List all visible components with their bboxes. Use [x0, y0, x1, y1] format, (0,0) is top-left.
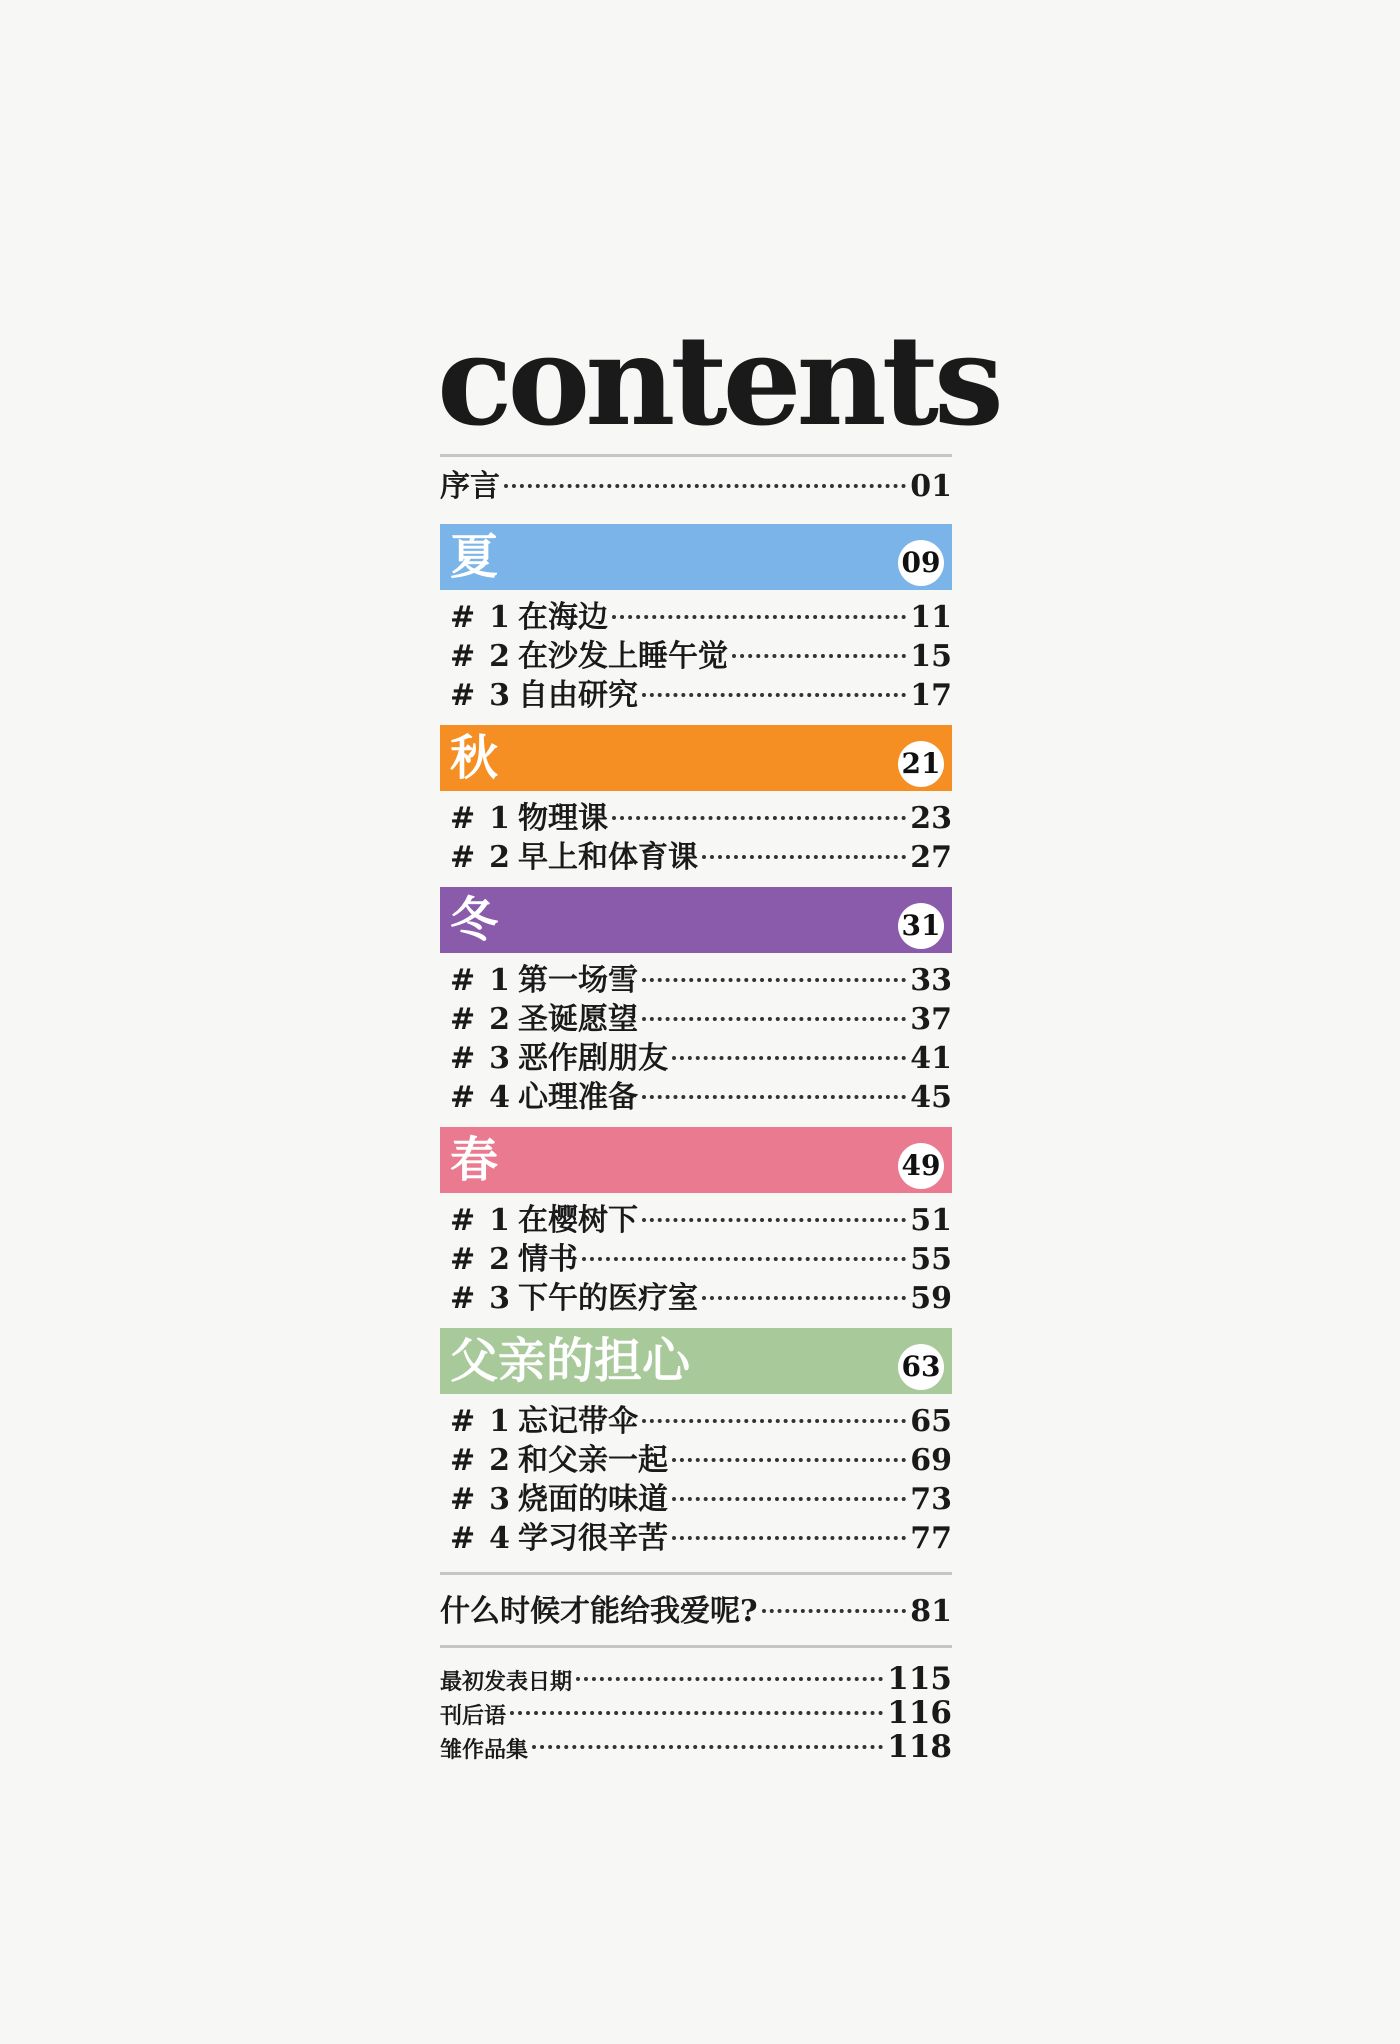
dot-leader [642, 693, 906, 697]
dot-leader [582, 1257, 906, 1261]
chapter-title: 恶作剧朋友 [518, 1041, 669, 1076]
chapter-entry[interactable] [440, 598, 952, 637]
chapter-page: 41 [910, 1041, 952, 1076]
chapter-page: 59 [910, 1281, 952, 1316]
chapter-title: 下午的医疗室 [518, 1281, 699, 1316]
chapter-page: 77 [910, 1521, 952, 1556]
hash-mark: # [450, 678, 476, 713]
hash-mark: # [450, 1080, 476, 1115]
chapter-number: 4 [489, 1521, 511, 1556]
chapter-label [489, 1480, 668, 1519]
chapter-number: 4 [489, 1080, 511, 1115]
chapter-entry[interactable] [440, 1201, 952, 1240]
chapter-title: 第一场雪 [518, 963, 639, 998]
hash-mark: # [450, 1242, 476, 1277]
chapter-title: 早上和体育课 [518, 840, 699, 875]
section-page-badge: 49 [898, 1143, 944, 1189]
chapter-label [489, 1519, 668, 1558]
appendix-label: 最初发表日期 [440, 1669, 573, 1695]
preface-entry[interactable] [440, 467, 952, 506]
dot-leader [576, 1677, 883, 1681]
section-title: 夏 [450, 529, 499, 585]
preface-label: 序言 [440, 469, 500, 504]
dot-leader [612, 816, 906, 820]
chapter-number: 1 [489, 1404, 511, 1439]
hash-mark: # [450, 1281, 476, 1316]
chapter-entry[interactable] [440, 838, 952, 877]
hash-mark: # [450, 639, 476, 674]
chapter-title: 忘记带伞 [518, 1404, 639, 1439]
chapter-title: 在樱树下 [518, 1203, 639, 1238]
section-page-badge: 21 [898, 741, 944, 787]
chapter-label [489, 676, 638, 715]
chapter-page: 69 [910, 1443, 952, 1478]
chapter-page: 73 [910, 1482, 952, 1517]
dot-leader [532, 1745, 883, 1749]
special-page: 81 [910, 1594, 952, 1629]
chapter-number: 2 [489, 1002, 511, 1037]
chapter-entry[interactable] [440, 1078, 952, 1117]
section-title: 秋 [450, 730, 499, 786]
dot-leader [612, 615, 906, 619]
chapter-entry[interactable] [440, 1402, 952, 1441]
special-label: 什么时候才能给我爱呢? [440, 1594, 758, 1629]
chapter-label [489, 1000, 638, 1039]
dot-leader [702, 855, 906, 859]
title-divider [440, 454, 952, 457]
chapter-entry[interactable] [440, 1279, 952, 1318]
table-of-contents [437, 309, 999, 1765]
chapter-label [489, 799, 608, 838]
appendix-entry[interactable] [440, 1696, 952, 1730]
appendix-page: 118 [887, 1729, 952, 1765]
chapter-title: 烧面的味道 [518, 1482, 669, 1517]
hash-mark: # [450, 840, 476, 875]
special-divider-bottom [440, 1645, 952, 1648]
chapter-number: 2 [489, 1242, 511, 1277]
chapter-entry[interactable] [440, 961, 952, 1000]
chapter-label [489, 637, 728, 676]
chapter-title: 和父亲一起 [518, 1443, 669, 1478]
chapter-page: 51 [910, 1203, 952, 1238]
chapter-label [489, 1240, 578, 1279]
hash-mark: # [450, 1482, 476, 1517]
appendix-page: 115 [887, 1661, 952, 1697]
chapter-page: 23 [910, 801, 952, 836]
special-divider-top [440, 1572, 952, 1575]
special-story [440, 1572, 952, 1648]
chapter-title: 自由研究 [518, 678, 639, 713]
chapter-number: 1 [489, 1203, 511, 1238]
hash-mark: # [450, 801, 476, 836]
chapter-label [489, 598, 608, 637]
chapter-label [489, 1279, 698, 1318]
chapter-label [489, 1402, 638, 1441]
chapter-entry[interactable] [440, 1441, 952, 1480]
hash-mark: # [450, 1521, 476, 1556]
hash-mark: # [450, 600, 476, 635]
section-block [440, 725, 952, 877]
chapter-number: 3 [489, 678, 511, 713]
dot-leader [672, 1497, 906, 1501]
chapter-number: 2 [489, 1443, 511, 1478]
section-list [440, 524, 952, 1558]
section-block [440, 1127, 952, 1318]
chapter-page: 27 [910, 840, 952, 875]
chapter-label [489, 1201, 638, 1240]
chapter-title: 在海边 [518, 600, 609, 635]
chapter-page: 33 [910, 963, 952, 998]
chapter-number: 3 [489, 1281, 511, 1316]
appendix-list [440, 1662, 952, 1764]
section-block [440, 524, 952, 715]
dot-leader [732, 654, 906, 658]
chapter-label [489, 1078, 638, 1117]
contents-title: contents [437, 309, 999, 454]
chapter-number: 1 [489, 600, 511, 635]
chapter-entry[interactable] [440, 1240, 952, 1279]
hash-mark: # [450, 1404, 476, 1439]
chapter-label [489, 1039, 668, 1078]
hash-mark: # [450, 1002, 476, 1037]
chapter-entry[interactable] [440, 676, 952, 715]
chapter-title: 物理课 [518, 801, 609, 836]
chapter-title: 在沙发上睡午觉 [518, 639, 729, 674]
chapter-page: 17 [910, 678, 952, 713]
section-header-bar[interactable] [440, 524, 952, 590]
section-title: 父亲的担心 [450, 1333, 691, 1389]
chapter-title: 圣诞愿望 [518, 1002, 639, 1037]
chapter-label [489, 961, 638, 1000]
appendix-entry[interactable] [440, 1730, 952, 1764]
special-entry[interactable] [440, 1589, 952, 1635]
chapter-page: 65 [910, 1404, 952, 1439]
chapter-label [489, 838, 698, 877]
chapter-entry[interactable] [440, 1519, 952, 1558]
section-header-bar[interactable] [440, 1328, 952, 1394]
chapter-entry[interactable] [440, 1039, 952, 1078]
section-title: 春 [450, 1132, 499, 1188]
chapter-page: 11 [910, 600, 952, 635]
chapter-number: 2 [489, 840, 511, 875]
preface-page: 01 [910, 469, 952, 504]
chapter-number: 3 [489, 1041, 511, 1076]
dot-leader [510, 1711, 883, 1715]
section-header-bar[interactable] [440, 1127, 952, 1193]
hash-mark: # [450, 1443, 476, 1478]
chapter-title: 心理准备 [518, 1080, 639, 1115]
section-title: 冬 [450, 892, 499, 948]
chapter-entry[interactable] [440, 799, 952, 838]
dot-leader [642, 1419, 906, 1423]
dot-leader [702, 1296, 906, 1300]
section-block [440, 887, 952, 1117]
dot-leader [642, 1218, 906, 1222]
dot-leader [672, 1458, 906, 1462]
appendix-entry[interactable] [440, 1662, 952, 1696]
appendix-label: 雏作品集 [440, 1737, 529, 1763]
chapter-number: 1 [489, 963, 511, 998]
appendix-page: 116 [887, 1695, 952, 1731]
chapter-page: 55 [910, 1242, 952, 1277]
dot-leader [672, 1536, 906, 1540]
section-page-badge: 31 [898, 903, 944, 949]
chapter-number: 1 [489, 801, 511, 836]
section-page-badge: 09 [898, 540, 944, 586]
chapter-number: 2 [489, 639, 511, 674]
chapter-page: 37 [910, 1002, 952, 1037]
hash-mark: # [450, 963, 476, 998]
chapter-number: 3 [489, 1482, 511, 1517]
dot-leader [504, 484, 906, 488]
hash-mark: # [450, 1203, 476, 1238]
appendix-label: 刊后语 [440, 1703, 507, 1729]
chapter-entry[interactable] [440, 1480, 952, 1519]
section-header-bar[interactable] [440, 887, 952, 953]
dot-leader [642, 1095, 906, 1099]
chapter-label [489, 1441, 668, 1480]
section-page-badge: 63 [898, 1344, 944, 1390]
chapter-title: 情书 [518, 1242, 579, 1277]
chapter-entry[interactable] [440, 1000, 952, 1039]
chapter-page: 15 [910, 639, 952, 674]
dot-leader [642, 978, 906, 982]
section-block [440, 1328, 952, 1558]
chapter-title: 学习很辛苦 [518, 1521, 669, 1556]
hash-mark: # [450, 1041, 476, 1076]
dot-leader [642, 1017, 906, 1021]
dot-leader [672, 1056, 906, 1060]
section-header-bar[interactable] [440, 725, 952, 791]
chapter-page: 45 [910, 1080, 952, 1115]
chapter-entry[interactable] [440, 637, 952, 676]
dot-leader [762, 1609, 907, 1613]
